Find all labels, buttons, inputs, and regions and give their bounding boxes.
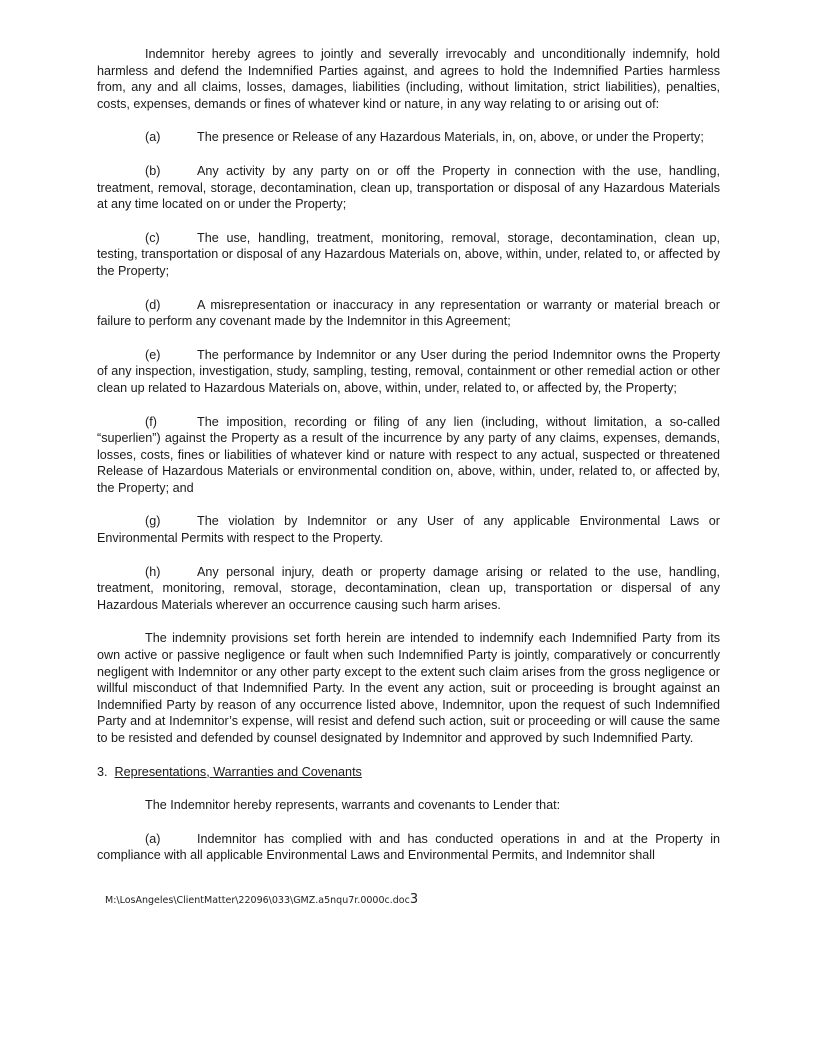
item-text: A misrepresentation or inaccuracy in any representation or warranty or material breach or failure to perform any covenant made by the Indemnitor in this Agreement;	[97, 297, 720, 329]
section-3-item-a	[97, 831, 720, 864]
page-number: 3	[409, 891, 419, 907]
item-label: (a)	[145, 831, 161, 846]
section-3-heading	[97, 764, 720, 781]
item-label: (b)	[145, 163, 161, 178]
item-label: (h)	[145, 564, 161, 579]
list-item-d	[97, 297, 720, 330]
file-path: M:\LosAngeles\ClientMatter\22096\033\GMZ.a5nqu7r.0000c.doc	[105, 894, 410, 906]
intro-paragraph: Indemnitor hereby agrees to jointly and severally irrevocably and unconditionally indemnify, hold harmless and defend the Indemnified Parties against, and agrees to hold the Indemnified Parties harmless from, any and all claims, losses, damages, liabilities (including, without limitation, strict liabilities), penalties, costs, expenses, demands or fines of whatever kind or nature, in any way relating to or arising out of:	[97, 47, 720, 111]
list-item-c	[97, 230, 720, 280]
item-text: The performance by Indemnitor or any User during the period Indemnitor owns the Property of any inspection, investigation, study, sampling, testing, removal, containment or other remedial action or other clean up related to Hazardous Materials on, above, within, under, related to, or affected by, the Property;	[97, 347, 720, 395]
item-label: (d)	[145, 297, 161, 312]
list-item-g	[97, 513, 720, 546]
item-text: The use, handling, treatment, monitoring, removal, storage, decontamination, clean up, testing, transportation or disposal of any Hazardous Materials on, above, within, under, related to, or affected by the Property;	[97, 230, 720, 278]
indemnity-provisions-paragraph: The indemnity provisions set forth herein are intended to indemnify each Indemnified Party from its own active or passive negligence or fault when such Indemnified Party is jointly, comparatively or concurrently negligent with Indemnitor or any other party except to the extent such claim arises from the gross negligence or willful misconduct of that Indemnified Party. In the event any action, suit or proceeding is brought against an Indemnified Party by reason of any occurrence listed above, Indemnitor, upon the request of such Indemnified Party and at Indemnitor’s expense, will resist and defend such action, suit or proceeding or will cause the same to be resisted and defended by counsel designated by Indemnitor and approved by such Indemnified Party.	[97, 631, 720, 745]
item-text: The imposition, recording or filing of any lien (including, without limitation, a so-called “superlien”) against the Property as a result of the incurrence by any party of any claims, expenses, demands, losses, costs, fines or liabilities of whatever kind or nature with respect to any actual, suspected or threatened Release of Hazardous Materials or environmental condition on, above, within, under, related to, or affected by, the Property; and	[97, 414, 720, 495]
section-title: Representations, Warranties and Covenants	[114, 764, 362, 779]
item-label: (g)	[145, 514, 161, 529]
list-item-h	[97, 564, 720, 614]
list-item-f	[97, 414, 720, 497]
item-label: (f)	[145, 414, 157, 429]
item-label: (e)	[145, 347, 161, 362]
item-text: Any activity by any party on or off the Property in connection with the use, handling, treatment, removal, storage, decontamination, clean up, transportation or disposal of any Hazardous Materials at any time located on or under the Property;	[97, 163, 720, 212]
list-item-b	[97, 163, 720, 213]
item-text: Indemnitor has complied with and has conducted operations in and at the Property in compliance with all applicable Environmental Laws and Environmental Permits, and Indemnitor shall	[97, 831, 720, 863]
document-footer	[105, 892, 816, 927]
list-item-a	[97, 129, 720, 146]
item-label: (c)	[145, 230, 160, 245]
item-text: The presence or Release of any Hazardous Materials, in, on, above, or under the Property;	[197, 130, 704, 145]
section-number: 3.	[97, 764, 108, 779]
section-3-intro: The Indemnitor hereby represents, warrants and covenants to Lender that:	[145, 798, 561, 813]
item-text: The violation by Indemnitor or any User of any applicable Environmental Laws or Environmental Permits with respect to the Property.	[97, 514, 720, 546]
item-label: (a)	[145, 130, 161, 145]
item-text: Any personal injury, death or property damage arising or related to the use, handling, treatment, monitoring, removal, storage, decontamination, clean up, transportation or dispersal of any Hazardous Materials wherever an occurrence causing such harm arises.	[97, 564, 720, 612]
list-item-e	[97, 347, 720, 397]
